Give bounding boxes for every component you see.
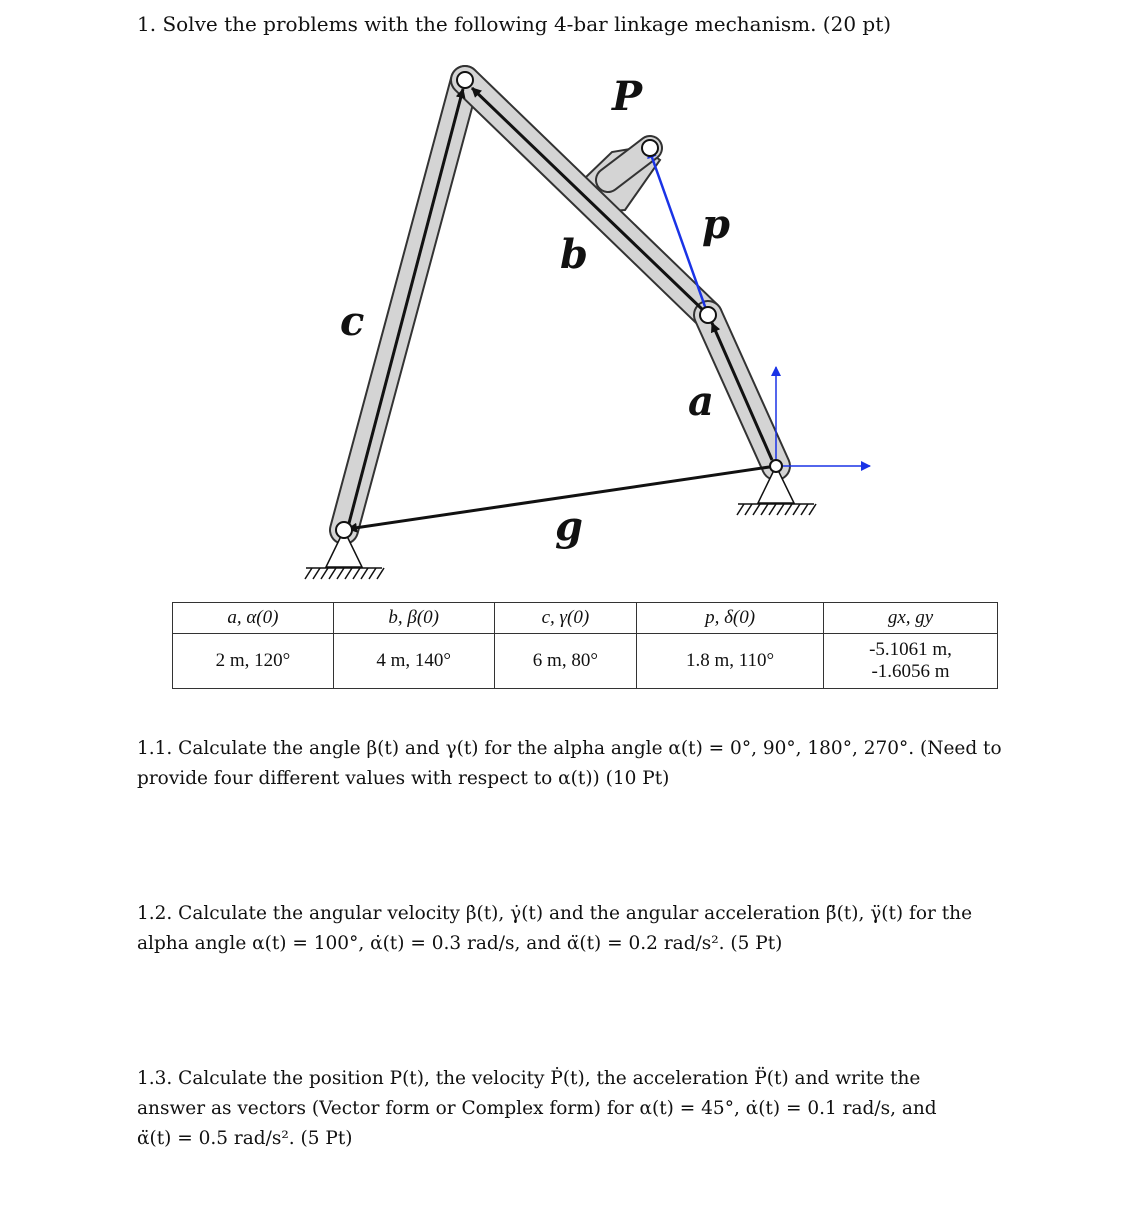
value-gy: -1.6056 m bbox=[871, 661, 950, 682]
right-ground-support bbox=[737, 466, 816, 515]
value-a: 2 m, 120° bbox=[173, 634, 334, 689]
label-b: b bbox=[560, 231, 588, 278]
question-1-1-line-2: provide four different values with respect to α(t)) (10 Pt) bbox=[137, 768, 670, 789]
question-1-1-line-1: 1.1. Calculate the angle β(t) and γ(t) for the alpha angle α(t) = 0°, 90°, 180°, 270°. (Need to bbox=[137, 738, 1002, 759]
pin-joint-left-ground bbox=[336, 522, 352, 538]
label-p: p bbox=[702, 201, 730, 248]
label-P: P bbox=[612, 73, 643, 120]
question-1-2 bbox=[137, 899, 1037, 959]
vector-a-arrow bbox=[712, 323, 772, 460]
pin-joint-right-ground bbox=[770, 460, 782, 472]
label-a: a bbox=[688, 378, 714, 425]
linkage-diagram bbox=[0, 55, 1128, 595]
problem-title: 1. Solve the problems with the following 4-bar linkage mechanism. (20 pt) bbox=[137, 12, 892, 36]
value-p: 1.8 m, 110° bbox=[637, 634, 824, 689]
value-g bbox=[824, 634, 998, 689]
vector-c-arrow bbox=[348, 89, 463, 527]
question-1-3-line-1: 1.3. Calculate the position P(t), the velocity Ṗ(t), the acceleration P̈(t) and write the bbox=[137, 1068, 921, 1089]
header-b: b, β(0) bbox=[333, 603, 494, 634]
vector-b-arrow bbox=[472, 88, 704, 311]
pin-joint-top bbox=[457, 72, 473, 88]
value-b: 4 m, 140° bbox=[333, 634, 494, 689]
label-c: c bbox=[340, 298, 365, 345]
question-1-2-line-2: alpha angle α(t) = 100°, α̇(t) = 0.3 rad/s, and α̈(t) = 0.2 rad/s². (5 Pt) bbox=[137, 933, 783, 954]
question-1-3-line-3: α̈(t) = 0.5 rad/s². (5 Pt) bbox=[137, 1128, 353, 1149]
label-g: g bbox=[555, 503, 583, 550]
parameter-table bbox=[172, 602, 998, 689]
header-g: gx, gy bbox=[824, 603, 998, 634]
question-1-3 bbox=[137, 1064, 1037, 1154]
coordinate-axes bbox=[776, 367, 870, 466]
question-1-3-line-2: answer as vectors (Vector form or Complex form) for α(t) = 45°, α̇(t) = 0.1 rad/s, and bbox=[137, 1098, 937, 1119]
value-c: 6 m, 80° bbox=[494, 634, 637, 689]
question-1-1 bbox=[137, 734, 1037, 794]
header-c: c, γ(0) bbox=[494, 603, 637, 634]
table-value-row bbox=[173, 634, 998, 689]
pin-joint-coupler-point bbox=[642, 140, 658, 156]
question-1-2-line-1: 1.2. Calculate the angular velocity β̇(t), γ̇(t) and the angular acceleration β̈(t), γ̈(t) for the bbox=[137, 903, 973, 924]
value-gx: -5.1061 m, bbox=[869, 639, 952, 660]
table-header-row bbox=[173, 603, 998, 634]
header-a: a, α(0) bbox=[173, 603, 334, 634]
pin-joint-ab bbox=[700, 307, 716, 323]
header-p: p, δ(0) bbox=[637, 603, 824, 634]
